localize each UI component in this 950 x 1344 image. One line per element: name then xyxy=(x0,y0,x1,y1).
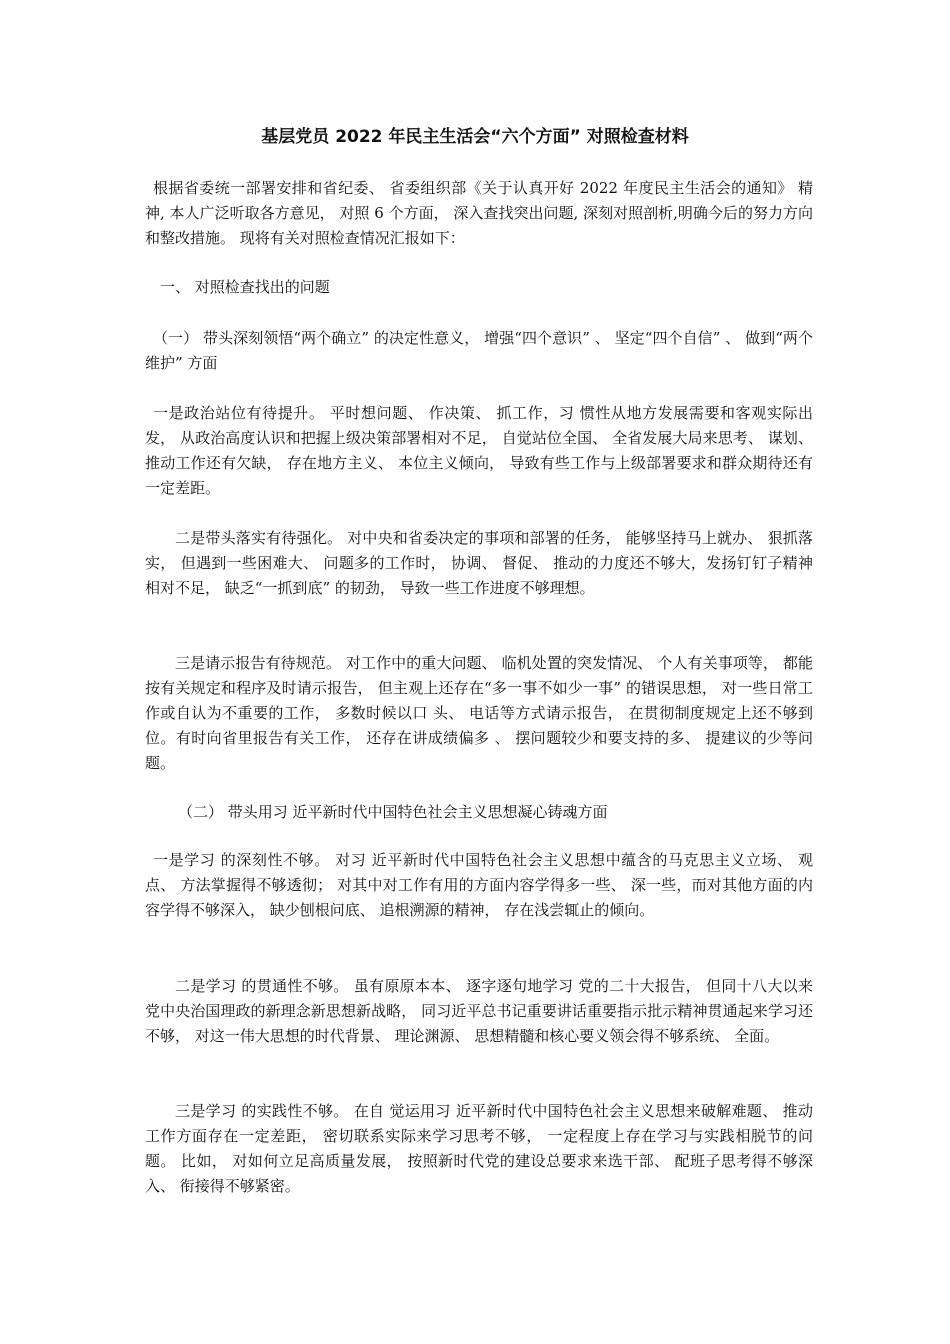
section-heading-1: 一、 对照检查找出的问题 xyxy=(160,278,330,296)
paragraph-implementation: 二是带头落实有待强化。 对中央和省委决定的事项和部署的任务， 能够坚持马上就办、 狠抓落实， 但遇到一些困难大、 问题多的工作时， 协调、 督促、 推动的力度还不够大，发扬钉钉子精神相对不足， 缺乏“一抓到底” 的韧劲， 导致一些工作进度不够理想。 xyxy=(145,529,813,597)
paragraph-study-practice: 三是学习 的实践性不够。 在自 觉运用习 近平新时代中国特色社会主义思想来破解难题、 推动工作方面存在一定差距， 密切联系实际来学习思考不够， 一定程度上存在学习与实践相脱节的问题。 比如， 对如何立足高质量发展， 按照新时代党的建设总要求来选干部、 配班子思考得不够深入、 衔接得不够紧密。 xyxy=(145,1102,813,1195)
document-title: 基层党员 2022 年民主生活会“六个方面” 对照检查材料 xyxy=(261,127,689,147)
paragraph-political-stance: 一是政治站位有待提升。 平时想问题、 作决策、 抓工作，习 惯性从地方发展需要和客观实际出发， 从政治高度认识和把握上级决策部署相对不足， 自觉站位全国、 全省发展大局来思考、 谋划、 推动工作还有欠缺， 存在地方主义、 本位主义倾向， 导致有些工作与上级部署要求和群众期待还有一定差距。 xyxy=(145,404,813,497)
intro-paragraph: 根据省委统一部署安排和省纪委、 省委组织部《关于认真开好 2022 年度民主生活会的通知》 精神, 本人广泛听取各方意见， 对照 6 个方面， 深入查找突出问题, 深刻对照剖析,明确今后的努力方向和整改措施。 现将有关对照检查情况汇报如下： xyxy=(145,179,813,247)
paragraph-study-coherence: 二是学习 的贯通性不够。 虽有原原本本、 逐字逐句地学习 党的二十大报告， 但同十八大以来党中央治国理政的新理念新思想新战略， 同习近平总书记重要讲话重要指示批示精神贯通起来学习还不够， 对这一伟大思想的时代背景、 理论渊源、 思想精髓和核心要义领会得不够系统、 全面。 xyxy=(145,977,813,1045)
subsection-heading-2: （二） 带头用习 近平新时代中国特色社会主义思想凝心铸魂方面 xyxy=(178,803,608,821)
paragraph-reporting: 三是请示报告有待规范。 对工作中的重大问题、 临机处置的突发情况、 个人有关事项等， 都能按有关规定和程序及时请示报告， 但主观上还存在“多一事不如少一事” 的错误思想， 对一些日常工作或自认为不重要的工作， 多数时候以口 头、 电话等方式请示报告， 在贯彻制度规定上还不够到位。有时向省里报告有关工作， 还存在讲成绩偏多 、 摆问题较少和要支持的多、 提建议的少等问题。 xyxy=(145,654,813,772)
subsection-heading-1: （一） 带头深刻领悟“两个确立” 的决定性意义， 增强“四个意识” 、 坚定“四个自信” 、 做到“两个维护” 方面 xyxy=(145,329,813,372)
paragraph-study-depth: 一是学习 的深刻性不够。 对习 近平新时代中国特色社会主义思想中蕴含的马克思主义立场、 观点、 方法掌握得不够透彻； 对其中对工作有用的方面内容学得多一些、 深一些，而对其他方面的内容学得不够深入， 缺少刨根问底、 追根溯源的精神， 存在浅尝辄止的倾向。 xyxy=(145,851,813,919)
